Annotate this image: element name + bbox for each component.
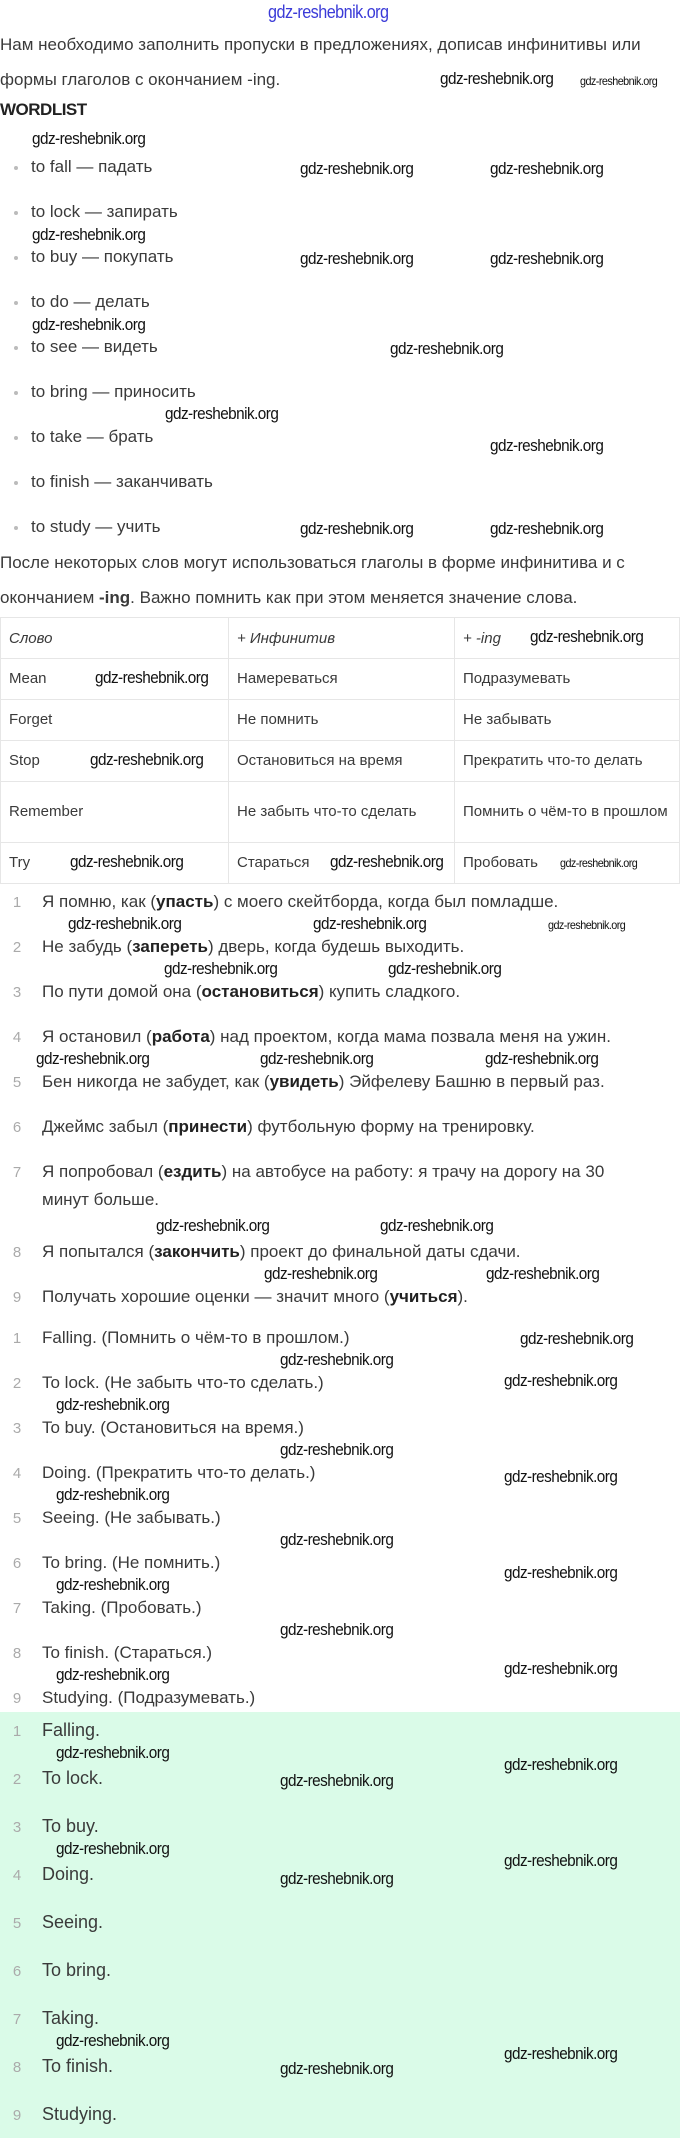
text: ) купить сладкого. (318, 982, 461, 1001)
verb-hint: запереть (132, 937, 208, 956)
table-cell: Не забывать (455, 700, 680, 741)
verb-hint: работа (151, 1027, 210, 1046)
wordlist-item (14, 472, 213, 492)
final-answer-item (6, 2008, 99, 2029)
answer-text: Taking. (Пробовать.) (42, 1598, 202, 1617)
bullet-icon (14, 211, 18, 215)
item-number: 9 (12, 1690, 22, 1707)
text: ) на автобусе на работу: я трачу на дорогу на 30 (221, 1162, 605, 1181)
table-cell: Прекратить что-то делать (455, 741, 680, 782)
watermark-text: gdz-reshebnik.org (300, 159, 414, 178)
answer-text: Doing. (Прекратить что-то делать.) (42, 1463, 316, 1482)
answer-text: To bring. (42, 1960, 112, 1980)
exercise-item (6, 1117, 535, 1137)
item-number: 5 (12, 1510, 22, 1527)
answer-item (6, 1328, 350, 1348)
watermark-text: gdz-reshebnik.org (36, 1049, 150, 1068)
wordlist-item-text: to finish — заканчивать (31, 472, 213, 491)
answer-text: To bring. (Не помнить.) (42, 1553, 221, 1572)
watermark-text: gdz-reshebnik.org (504, 1755, 618, 1774)
text: Я попробовал ( (42, 1162, 164, 1181)
answer-text: Doing. (42, 1864, 95, 1884)
watermark-text: gdz-reshebnik.org (504, 1659, 618, 1678)
watermark-text: gdz-reshebnik.org (95, 668, 209, 687)
text: Я остановил ( (42, 1027, 152, 1046)
watermark-text: gdz-reshebnik.org (490, 249, 604, 268)
wordlist-item (14, 292, 150, 312)
item-number: 5 (12, 1915, 22, 1932)
watermark-text: gdz-reshebnik.org (165, 404, 279, 423)
watermark-text: gdz-reshebnik.org (56, 1665, 170, 1684)
note-text-end: . Важно помнить как при этом меняется значение слова. (130, 588, 578, 607)
exercise-item (6, 982, 460, 1002)
watermark-text: gdz-reshebnik.org (520, 1329, 634, 1348)
text: ). (457, 1287, 468, 1306)
answer-text: To buy. (Остановиться на время.) (42, 1418, 304, 1437)
item-number: 2 (12, 1771, 22, 1788)
text: Получать хорошие оценки — значит много ( (42, 1287, 390, 1306)
bullet-icon (14, 256, 18, 260)
text: По пути домой она ( (42, 982, 202, 1001)
header-cell: Слово (1, 618, 229, 659)
watermark-text: gdz-reshebnik.org (380, 1216, 494, 1235)
watermark-text: gdz-reshebnik.org (504, 2044, 618, 2063)
watermark-text: gdz-reshebnik.org (68, 914, 182, 933)
watermark-text: gdz-reshebnik.org (560, 856, 638, 870)
exercise-item (6, 1027, 611, 1047)
table-cell: Не забыть что-то сделать (229, 782, 455, 843)
watermark-text: gdz-reshebnik.org (490, 519, 604, 538)
exercise-item (6, 1287, 468, 1307)
watermark-text: gdz-reshebnik.org (56, 2031, 170, 2050)
watermark-text: gdz-reshebnik.org (300, 519, 414, 538)
answer-item (6, 1553, 220, 1573)
wordlist-item (14, 382, 196, 402)
bullet-icon (14, 436, 18, 440)
answer-text: Taking. (42, 2008, 100, 2028)
item-number: 6 (12, 1963, 22, 1980)
answer-item (6, 1643, 212, 1663)
item-number: 3 (12, 1420, 22, 1437)
final-answer-item (6, 2104, 117, 2125)
header-cell: + Инфинитив (229, 618, 455, 659)
watermark-text: gdz-reshebnik.org (56, 1485, 170, 1504)
watermark-text: gdz-reshebnik.org (390, 339, 504, 358)
watermark-text: gdz-reshebnik.org (388, 959, 502, 978)
answer-text: Studying. (42, 2104, 118, 2124)
wordlist-item (14, 427, 153, 447)
exercise-item (6, 1072, 605, 1092)
final-answer-item (6, 2056, 113, 2077)
item-number: 1 (12, 1330, 22, 1347)
wordlist-item-text: to see — видеть (31, 337, 158, 356)
table-cell: Пробовать (455, 843, 680, 884)
text: ) дверь, когда будешь выходить. (207, 937, 465, 956)
bullet-icon (14, 481, 18, 485)
table-cell: Стараться (229, 843, 455, 884)
watermark-text: gdz-reshebnik.org (313, 914, 427, 933)
table-body (1, 659, 680, 884)
intro-text: Нам необходимо заполнить пропуски в предложениях, дописав инфинитивы или формы глаголов с окончанием -ing. (0, 35, 641, 89)
answer-item (6, 1688, 255, 1708)
table-cell: Try (1, 843, 229, 884)
exercise-item (6, 1162, 604, 1210)
answer-text: To lock. (42, 1768, 104, 1788)
answer-text: Seeing. (Не забывать.) (42, 1508, 221, 1527)
verb-hint: учиться (389, 1287, 458, 1306)
note-text (0, 545, 680, 615)
item-number: 9 (12, 1289, 22, 1306)
text: Джеймс забыл ( (42, 1117, 169, 1136)
final-answer-item (6, 1912, 103, 1933)
item-number: 2 (12, 939, 22, 956)
watermark-text: gdz-reshebnik.org (90, 750, 204, 769)
item-number: 8 (12, 2059, 22, 2076)
item-number: 8 (12, 1244, 22, 1261)
watermark-text: gdz-reshebnik.org (330, 852, 444, 871)
wordlist-item (14, 157, 152, 177)
table-row (1, 700, 680, 741)
bullet-icon (14, 526, 18, 530)
wordlist-item (14, 247, 173, 267)
watermark-text: gdz-reshebnik.org (268, 2, 389, 22)
item-number: 6 (12, 1555, 22, 1572)
bullet-icon (14, 391, 18, 395)
bullet-icon (14, 166, 18, 170)
watermark-text: gdz-reshebnik.org (56, 1743, 170, 1762)
watermark-text: gdz-reshebnik.org (530, 627, 644, 646)
answer-text: To buy. (42, 1816, 99, 1836)
final-answer-item (6, 1768, 103, 1789)
watermark-text: gdz-reshebnik.org (280, 1530, 394, 1549)
header-cell: + -ing (455, 618, 680, 659)
table-cell: Остановиться на время (229, 741, 455, 782)
table-cell: Stop (1, 741, 229, 782)
watermark-text: gdz-reshebnik.org (486, 1264, 600, 1283)
text-continued: минут больше. (42, 1190, 159, 1209)
table-cell: Mean (1, 659, 229, 700)
verb-hint: упасть (156, 892, 214, 911)
wordlist-item-text: to buy — покупать (31, 247, 174, 266)
item-number: 3 (12, 984, 22, 1001)
wordlist-item (14, 517, 160, 537)
item-number: 4 (12, 1867, 22, 1884)
watermark-text: gdz-reshebnik.org (264, 1264, 378, 1283)
text: Бен никогда не забудет, как ( (42, 1072, 270, 1091)
item-number: 6 (12, 1119, 22, 1136)
item-number: 3 (12, 1819, 22, 1836)
exercise-item (6, 937, 464, 957)
watermark-text: gdz-reshebnik.org (280, 1350, 394, 1369)
wordlist-item (14, 202, 178, 222)
watermark-text: gdz-reshebnik.org (300, 249, 414, 268)
watermark-text: gdz-reshebnik.org (56, 1839, 170, 1858)
note-text-bold: -ing (99, 588, 131, 607)
exercise-item (6, 892, 558, 912)
bullet-icon (14, 346, 18, 350)
watermark-text: gdz-reshebnik.org (485, 1049, 599, 1068)
table-cell: Не помнить (229, 700, 455, 741)
text: ) футбольную форму на тренировку. (247, 1117, 535, 1136)
watermark-text: gdz-reshebnik.org (280, 1771, 394, 1790)
item-number: 4 (12, 1029, 22, 1046)
watermark-text: gdz-reshebnik.org (440, 69, 554, 88)
answer-item (6, 1598, 202, 1618)
answer-text: Studying. (Подразумевать.) (42, 1688, 256, 1707)
answer-text: Falling. (42, 1720, 101, 1740)
final-answer-item (6, 1720, 100, 1741)
answer-item (6, 1463, 315, 1483)
item-number: 7 (12, 2011, 22, 2028)
answer-item (6, 1418, 304, 1438)
watermark-text: gdz-reshebnik.org (490, 159, 604, 178)
bullet-icon (14, 301, 18, 305)
item-number: 7 (12, 1600, 22, 1617)
watermark-text: gdz-reshebnik.org (164, 959, 278, 978)
text: ) Эйфелеву Башню в первый раз. (338, 1072, 605, 1091)
watermark-text: gdz-reshebnik.org (70, 852, 184, 871)
watermark-text: gdz-reshebnik.org (32, 129, 146, 148)
watermark-text: gdz-reshebnik.org (504, 1563, 618, 1582)
watermark-text: gdz-reshebnik.org (548, 918, 626, 932)
verb-hint: ездить (163, 1162, 222, 1181)
wordlist-item-text: to take — брать (31, 427, 154, 446)
final-answer-item (6, 1816, 99, 1837)
watermark-text: gdz-reshebnik.org (260, 1049, 374, 1068)
watermark-text: gdz-reshebnik.org (504, 1467, 618, 1486)
item-number: 9 (12, 2107, 22, 2124)
watermark-text: gdz-reshebnik.org (280, 2059, 394, 2078)
verb-hint: принести (168, 1117, 248, 1136)
watermark-text: gdz-reshebnik.org (280, 1440, 394, 1459)
wordlist-item-text: to study — учить (31, 517, 161, 536)
verb-hint: закончить (154, 1242, 240, 1261)
text: ) с моего скейтборда, когда был помладше. (213, 892, 559, 911)
note-text-start: После некоторых слов могут использоваться глаголы в форме инфинитива и с окончанием (0, 553, 625, 607)
watermark-text: gdz-reshebnik.org (56, 1395, 170, 1414)
watermark-text: gdz-reshebnik.org (156, 1216, 270, 1235)
watermark-text: gdz-reshebnik.org (32, 315, 146, 334)
answer-text: To lock. (Не забыть что-то сделать.) (42, 1373, 324, 1392)
answer-text: To finish. (42, 2056, 114, 2076)
table-row (1, 782, 680, 843)
table-cell: Forget (1, 700, 229, 741)
wordlist-title: WORDLIST (0, 100, 87, 119)
item-number: 1 (12, 894, 22, 911)
item-number: 8 (12, 1645, 22, 1662)
answer-text: To finish. (Стараться.) (42, 1643, 213, 1662)
text: Я попытался ( (42, 1242, 155, 1261)
watermark-text: gdz-reshebnik.org (580, 74, 658, 88)
answer-item (6, 1373, 324, 1393)
watermark-text: gdz-reshebnik.org (32, 225, 146, 244)
item-number: 7 (12, 1164, 22, 1181)
final-answer-item (6, 1960, 111, 1981)
wordlist-item-text: to fall — падать (31, 157, 153, 176)
exercise-item (6, 1242, 521, 1262)
watermark-text: gdz-reshebnik.org (56, 1575, 170, 1594)
watermark-text: gdz-reshebnik.org (280, 1620, 394, 1639)
watermark-text: gdz-reshebnik.org (280, 1869, 394, 1888)
watermark-text: gdz-reshebnik.org (490, 436, 604, 455)
item-number: 5 (12, 1074, 22, 1091)
watermark-text: gdz-reshebnik.org (504, 1371, 618, 1390)
table-cell: Помнить о чём-то в прошлом (455, 782, 680, 843)
answer-text: Falling. (Помнить о чём-то в прошлом.) (42, 1328, 350, 1347)
item-number: 4 (12, 1465, 22, 1482)
wordlist-item-text: to do — делать (31, 292, 150, 311)
text: ) над проектом, когда мама позвала меня на ужин. (209, 1027, 612, 1046)
wordlist-item-text: to bring — приносить (31, 382, 196, 401)
table-cell: Подразумевать (455, 659, 680, 700)
verb-hint: увидеть (269, 1072, 339, 1091)
item-number: 2 (12, 1375, 22, 1392)
text: ) проект до финальной даты сдачи. (239, 1242, 521, 1261)
watermark-text: gdz-reshebnik.org (504, 1851, 618, 1870)
answer-text: Seeing. (42, 1912, 104, 1932)
answer-item (6, 1508, 221, 1528)
table-cell: Remember (1, 782, 229, 843)
final-answer-item (6, 1864, 94, 1885)
table-cell: Намереваться (229, 659, 455, 700)
wordlist-item-text: to lock — запирать (31, 202, 178, 221)
wordlist-item (14, 337, 158, 357)
item-number: 1 (12, 1723, 22, 1740)
text: Не забудь ( (42, 937, 133, 956)
text: Я помню, как ( (42, 892, 157, 911)
verb-hint: остановиться (201, 982, 319, 1001)
